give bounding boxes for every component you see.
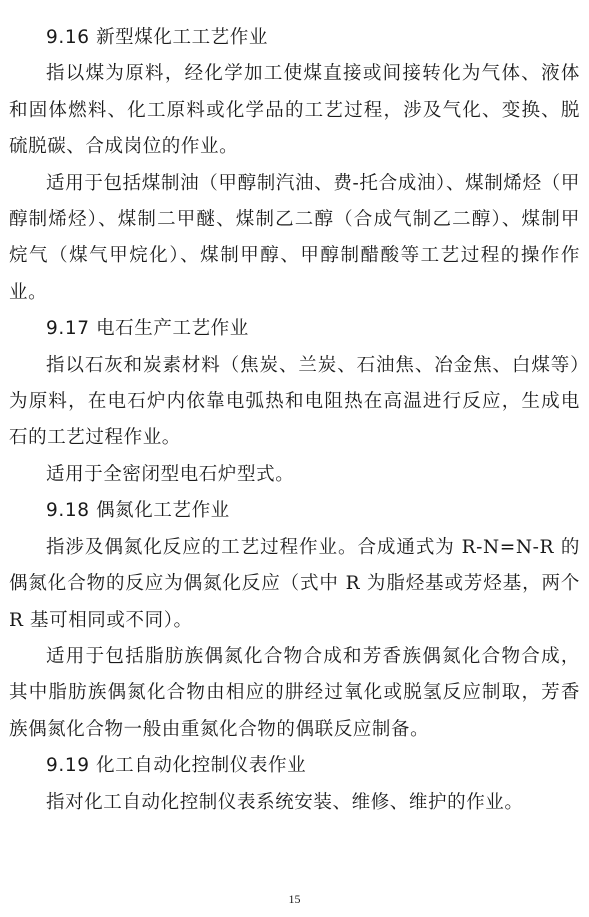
page-content bbox=[9, 20, 580, 821]
section-9-18-paragraph-definition: 指涉及偶氮化反应的工艺过程作业。合成通式为 R-N=N-R 的偶氮化合物的反应为偶氮化反应（式中 R 为脂烃基或芳烃基，两个 R 基可相同或不同）。 bbox=[9, 536, 580, 631]
section-9-17-paragraph-scope: 适用于全密闭型电石炉型式。 bbox=[46, 463, 295, 485]
section-9-16-paragraph-definition: 指以煤为原料，经化学加工使煤直接或间接转化为气体、液体和固体燃料、化工原料或化学品的工艺过程，涉及气化、变换、脱硫脱碳、合成岗位的作业。 bbox=[9, 63, 580, 158]
section-9-16-paragraph-scope: 适用于包括煤制油（甲醇制汽油、费-托合成油）、煤制烯烃（甲醇制烯烃）、煤制二甲醚、煤制乙二醇（合成气制乙二醇）、煤制甲烷气（煤气甲烷化）、煤制甲醇、甲醇制醋酸等工艺过程的操作作业。 bbox=[9, 172, 580, 303]
section-9-19-paragraph-definition: 指对化工自动化控制仪表系统安装、维修、维护的作业。 bbox=[46, 791, 524, 813]
section-heading-9-18: 9.18 偶氮化工艺作业 bbox=[46, 500, 230, 522]
section-heading-9-19: 9.19 化工自动化控制仪表作业 bbox=[46, 755, 307, 777]
section-heading-9-17: 9.17 电石生产工艺作业 bbox=[46, 318, 249, 340]
section-9-17-paragraph-definition: 指以石灰和炭素材料（焦炭、兰炭、石油焦、冶金焦、白煤等）为原料，在电石炉内依靠电弧热和电阻热在高温进行反应，生成电石的工艺过程作业。 bbox=[9, 354, 580, 449]
section-heading-9-16: 9.16 新型煤化工工艺作业 bbox=[46, 27, 268, 48]
page-number: 15 bbox=[288, 892, 301, 906]
section-9-18-paragraph-scope: 适用于包括脂肪族偶氮化合物合成和芳香族偶氮化合物合成，其中脂肪族偶氮化合物由相应的肼经过氧化或脱氢反应制取，芳香族偶氮化合物一般由重氮化合物的偶联反应制备。 bbox=[9, 645, 580, 740]
